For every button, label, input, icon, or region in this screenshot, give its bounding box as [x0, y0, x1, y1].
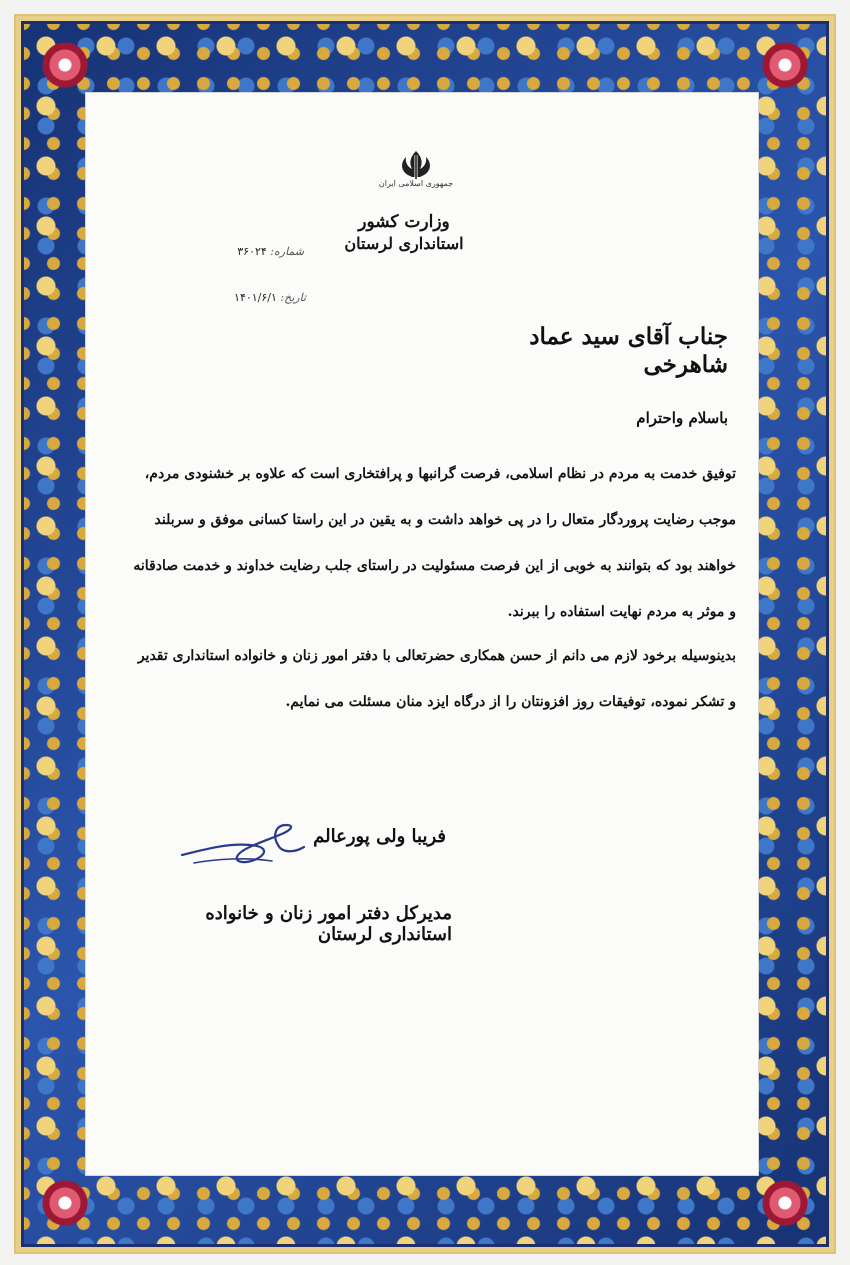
flower-ornament-icon: [762, 42, 808, 88]
letter-number: [234, 245, 304, 258]
body-paragraph: توفیق خدمت به مردم در نظام اسلامی، فرصت گرانبها و پرافتخاری است که علاوه بر خشنودی مردم، موجب رضایت پروردگار متعال را در پی خواهد داشت و به یقین در این راستا کسانی موفق و سربلند خواهند بود که بتوانند به خوبی از این فرصت مسئولیت در راستای جلب رضایت خداوند و خدمت صادقانه و موثر به مردم نهایت استفاده را ببرند.: [133, 466, 736, 620]
office-name: استانداری لرستان: [344, 234, 464, 253]
letter-date-label: تاریخ:: [280, 291, 306, 304]
signer-name: فریبا ولی پورعالم: [313, 826, 446, 847]
letter-date-value: ۱۴۰۱/۶/۱: [234, 291, 277, 304]
flower-ornament-icon: [42, 1180, 88, 1226]
emblem-caption: جمهوری اسلامی ایران: [378, 179, 454, 188]
body-paragraph: بدینوسیله برخود لازم می دانم از حسن همکاری حضرتعالی با دفتر امور زنان و خانواده استانداری تقدیر و تشکر نموده، توفیقات روز افزونتان را از درگاه ایزد منان مسئلت می نمایم.: [137, 648, 736, 710]
letter-number-label: شماره:: [270, 245, 304, 258]
ministry-name: وزارت کشور: [358, 212, 450, 232]
iran-emblem-icon: [388, 145, 444, 201]
flower-ornament-icon: [762, 1180, 808, 1226]
recipient-name: جناب آقای سید عماد شاهرخی: [529, 323, 728, 378]
letter-date: [224, 291, 306, 304]
greeting: باسلام واحترام: [636, 409, 728, 427]
signer-title: مدیرکل دفتر امور زنان و خانواده استانداری لرستان: [205, 903, 452, 945]
letterhead-title: [334, 211, 474, 255]
flower-ornament-icon: [42, 42, 88, 88]
letter-paper: [85, 92, 759, 1176]
letter-number-value: ۳۶۰۲۴: [237, 245, 267, 258]
